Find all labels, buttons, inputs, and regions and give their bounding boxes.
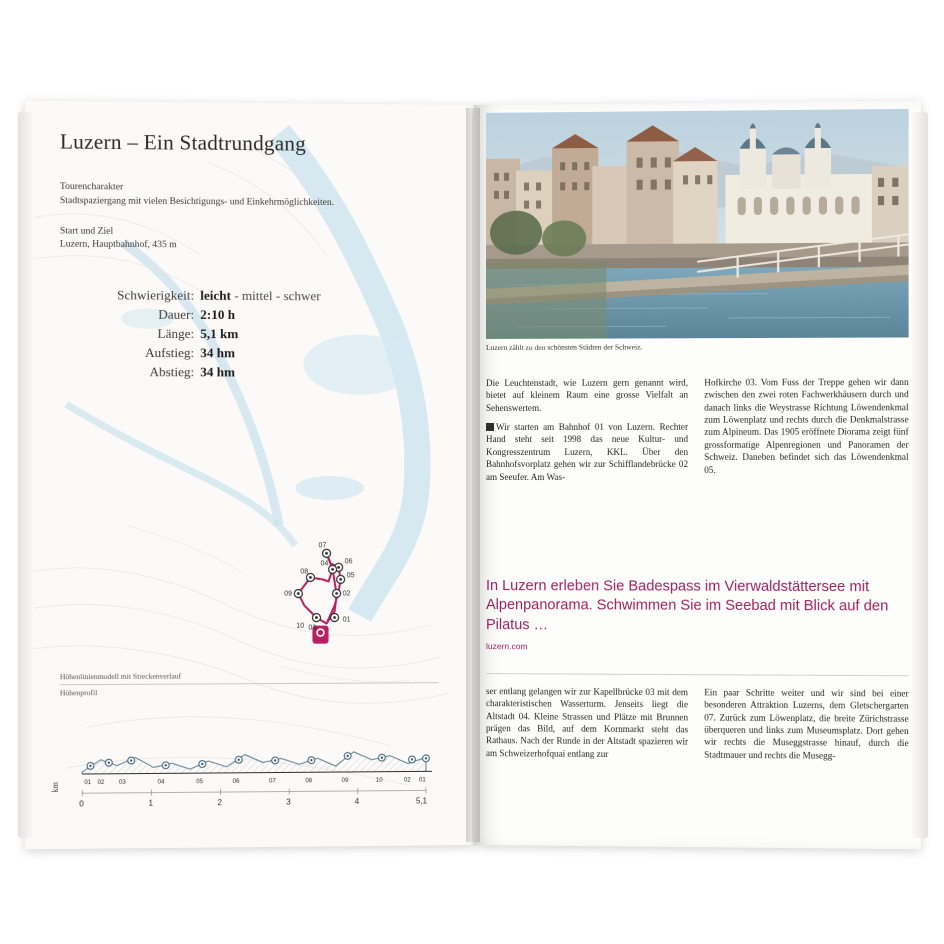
svg-text:01: 01 [418, 777, 426, 784]
facts-value: leicht - mittel - schwer [200, 287, 321, 304]
paragraph: Die Leuchtenstadt, wie Luzern gern genannt wird, bietet auf kleinem Raum eine grosse Vielfalt an Sehenswertem. [485, 377, 689, 413]
tour-facts-table [101, 287, 439, 381]
facts-row [101, 287, 439, 305]
right-page [474, 101, 921, 850]
city-photo [486, 109, 909, 339]
paragraph: Hofkirche 03. Vom Fuss der Treppe gehen wir dann zwischen den zwei roten Fachwerkhäusern durch und danach links die Weystrasse Richtung Löwendenkmal zum Löwenplatz und rechts durch die Denkmalstrasse zum Alpineum. Das 1905 eröffnete Diorama zeigt fünf grossformatige Alpenregionen und Panoramen der Schweiz. Daneben befindet sich das Löwendenkmal 05. [704, 376, 909, 475]
svg-text:08: 08 [300, 568, 309, 576]
svg-text:03: 03 [119, 779, 126, 786]
left-page [25, 101, 472, 850]
paragraph-with-marks: Wir starten am Bahnhof 01 von Luzern. Rechter Hand steht seit 1998 das neue Kultur- und Kongresszentrum Luzern, KKL. Über den Bahnhofsvorplatz gehen wir zur Schifflandebrücke 02 am Seeufer. Am Was- [485, 421, 689, 482]
svg-text:07: 07 [318, 542, 327, 550]
facts-value: 2:10 h [200, 306, 236, 323]
facts-value: 34 hm [200, 364, 236, 380]
facts-key: Schwierigkeit: [117, 287, 195, 303]
paragraph: ser entlang gelangen wir zur Kapellbrücke 03 mit dem charakteristischen Wasserturm. Jenseits liegt die Altstadt 04. Kleine Strassen und Plätze mit Brunnen prägen das Bild, auf dem Kornmarkt steht das Rathaus. Nach der Runde in der Altstadt spazieren wir am Schweizerhofquai entlang zur [485, 686, 689, 759]
column-right [704, 376, 908, 573]
meta-label: Start und Ziel [59, 225, 114, 237]
facts-value: 5,1 km [200, 326, 239, 342]
svg-text:06: 06 [232, 778, 240, 785]
meta-start-ziel [60, 225, 439, 255]
svg-text:4: 4 [354, 796, 360, 807]
divider [486, 673, 909, 676]
facts-row [101, 306, 439, 323]
elevation-profile-chart [50, 713, 439, 809]
svg-text:09: 09 [341, 778, 349, 785]
elevation-section [50, 670, 439, 809]
svg-text:08: 08 [305, 778, 313, 785]
page-title: Luzern – Ein Stadtrundgang [59, 129, 306, 156]
svg-text:04: 04 [320, 560, 329, 568]
left-page-content [60, 129, 439, 384]
square-marker-icon [486, 423, 494, 431]
svg-text:02: 02 [342, 590, 351, 598]
svg-text:02: 02 [97, 779, 105, 787]
svg-text:3: 3 [286, 797, 291, 807]
svg-text:09: 09 [284, 590, 293, 598]
facts-key: Dauer: [158, 306, 195, 322]
route-overlay [254, 525, 395, 676]
column-left [486, 376, 688, 572]
svg-text:03: 03 [308, 624, 317, 632]
meta-value: Luzern, Hauptbahnhof, 435 m [59, 239, 177, 251]
facts-row [101, 364, 439, 381]
facts-row [101, 345, 439, 362]
elevation-caption-bottom: Höhenprofil [59, 688, 98, 698]
svg-text:04: 04 [157, 779, 165, 786]
svg-text:10: 10 [375, 777, 383, 784]
svg-text:05: 05 [346, 572, 355, 580]
pullquote-text: In Luzern erleben Sie Badespass im Vierwaldstättersee mit Alpenpanorama. Schwimmen Sie im Seebad mit Blick auf den Pilatus … [485, 578, 889, 634]
svg-text:0: 0 [79, 799, 84, 809]
svg-text:06: 06 [344, 558, 353, 566]
meta-value: Stadtspaziergang mit vielen Besichtigungs- und Einkehrmöglichkeiten. [59, 195, 335, 208]
svg-text:07: 07 [269, 778, 276, 785]
facts-key: Aufstieg: [145, 344, 195, 361]
svg-text:02: 02 [403, 777, 411, 784]
article-columns-bottom [486, 685, 909, 849]
svg-text:05: 05 [196, 779, 203, 786]
column-right [704, 686, 908, 849]
svg-text:01: 01 [84, 780, 92, 787]
photo-caption: Luzern zählt zu den schönsten Städten der Schweiz. [485, 342, 643, 352]
book-edge-right [912, 112, 928, 838]
facts-row [101, 326, 439, 343]
facts-value: 34 hm [200, 345, 236, 361]
pullquote-source: luzern.com [485, 641, 528, 652]
paragraph: Ein paar Schritte weiter und wir sind bei einer besonderen Attraktion Luzerns, dem Gletschergarten 07. Zurück zum Löwenplatz, die breite Zürichstrasse überqueren und links zum Museumsplatz. Dort gehen wir rechts die Museggstrasse hinauf, durch die Stadtmauer und rechts die Musegg- [704, 687, 909, 761]
article-columns-top [486, 376, 909, 573]
elevation-unit-label: km [50, 782, 60, 793]
column-left [486, 685, 688, 847]
meta-label: Tourencharakter [59, 181, 124, 193]
svg-text:1: 1 [148, 798, 154, 808]
facts-key: Länge: [157, 325, 195, 342]
meta-tourencharakter [60, 181, 439, 211]
svg-text:10: 10 [296, 622, 305, 630]
book-edge-left [18, 112, 34, 838]
facts-key: Abstieg: [149, 364, 195, 380]
svg-text:5,1: 5,1 [415, 796, 428, 806]
svg-text:2: 2 [217, 798, 222, 808]
elevation-caption-top: Höhenlinienmodell mit Streckenverlauf [59, 671, 182, 682]
svg-text:01: 01 [342, 616, 351, 624]
pullquote [486, 577, 909, 653]
